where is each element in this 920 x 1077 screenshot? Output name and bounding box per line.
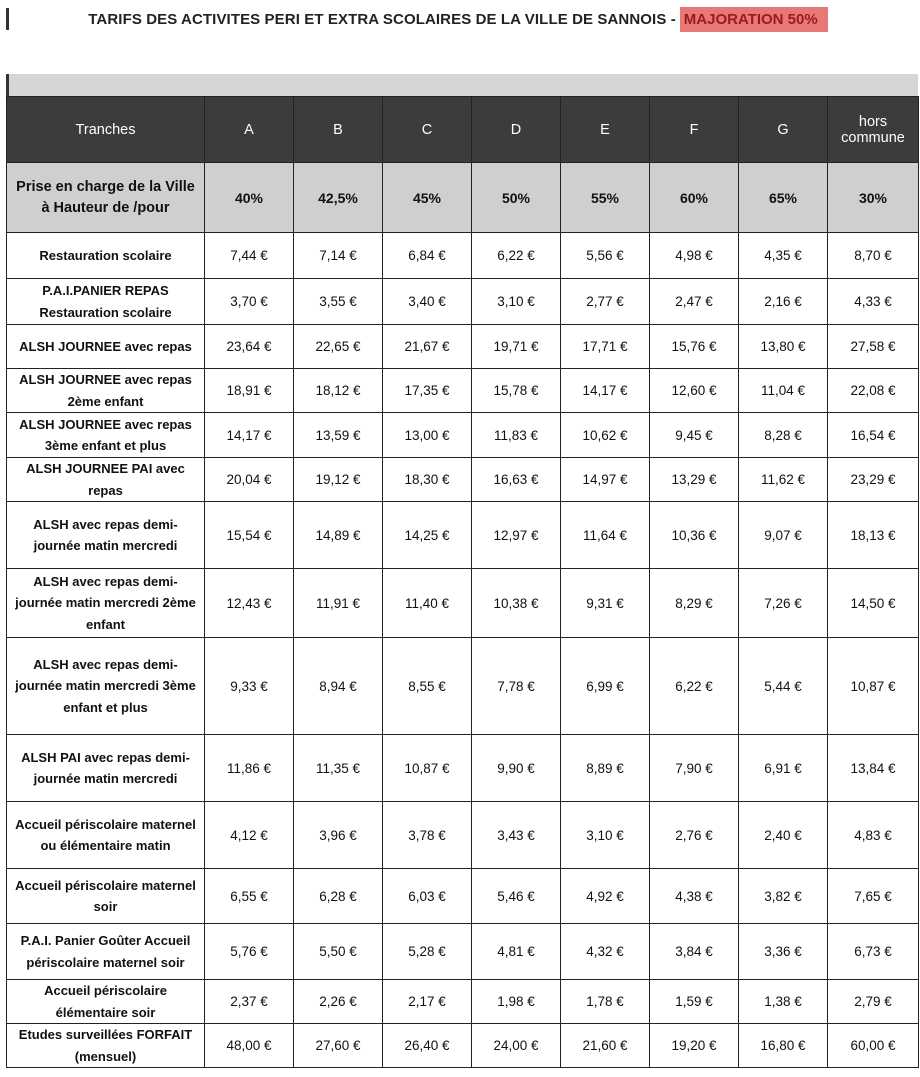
tarif-value-cell: 13,84 € bbox=[828, 735, 919, 802]
tarif-value-cell: 26,40 € bbox=[383, 1024, 472, 1068]
tarif-value-cell: 6,22 € bbox=[472, 233, 561, 279]
tarif-value-cell: 9,31 € bbox=[561, 569, 650, 638]
tarif-value-cell: 7,26 € bbox=[739, 569, 828, 638]
tarif-value-cell: 19,71 € bbox=[472, 325, 561, 369]
tarif-value-cell: 12,60 € bbox=[650, 369, 739, 413]
tarif-value-cell: 2,79 € bbox=[828, 980, 919, 1024]
prise-value-cell: 30% bbox=[828, 163, 919, 233]
tarif-value-cell: 9,90 € bbox=[472, 735, 561, 802]
tarif-value-cell: 11,86 € bbox=[205, 735, 294, 802]
tarif-value-cell: 7,44 € bbox=[205, 233, 294, 279]
tarif-value-cell: 3,10 € bbox=[561, 802, 650, 869]
tarif-label-cell: Accueil périscolaire maternel soir bbox=[7, 869, 205, 924]
tarif-value-cell: 14,89 € bbox=[294, 502, 383, 569]
tarif-label-cell: Accueil périscolaire maternel ou élémentaire matin bbox=[7, 802, 205, 869]
tarif-row bbox=[7, 980, 919, 1024]
tarif-row bbox=[7, 924, 919, 980]
tarif-value-cell: 2,76 € bbox=[650, 802, 739, 869]
tarif-value-cell: 21,60 € bbox=[561, 1024, 650, 1068]
tarif-value-cell: 6,84 € bbox=[383, 233, 472, 279]
tarif-value-cell: 3,43 € bbox=[472, 802, 561, 869]
tarif-value-cell: 6,55 € bbox=[205, 869, 294, 924]
tarif-row bbox=[7, 233, 919, 279]
header-col-g: G bbox=[739, 97, 828, 163]
tarif-value-cell: 9,07 € bbox=[739, 502, 828, 569]
tarif-value-cell: 6,03 € bbox=[383, 869, 472, 924]
tarif-value-cell: 1,38 € bbox=[739, 980, 828, 1024]
tarif-row bbox=[7, 325, 919, 369]
tarif-value-cell: 10,87 € bbox=[383, 735, 472, 802]
tarif-value-cell: 10,62 € bbox=[561, 413, 650, 458]
tarif-value-cell: 13,00 € bbox=[383, 413, 472, 458]
tarif-value-cell: 14,97 € bbox=[561, 458, 650, 502]
prise-value-cell: 42,5% bbox=[294, 163, 383, 233]
tarif-value-cell: 5,56 € bbox=[561, 233, 650, 279]
tarif-label-cell: ALSH JOURNEE avec repas bbox=[7, 325, 205, 369]
tarif-label-cell: Restauration scolaire bbox=[7, 233, 205, 279]
tarif-value-cell: 14,17 € bbox=[205, 413, 294, 458]
header-row bbox=[7, 97, 919, 163]
tarif-value-cell: 2,37 € bbox=[205, 980, 294, 1024]
tarif-value-cell: 9,33 € bbox=[205, 638, 294, 735]
tarif-value-cell: 14,50 € bbox=[828, 569, 919, 638]
tarif-value-cell: 4,92 € bbox=[561, 869, 650, 924]
tarif-value-cell: 16,63 € bbox=[472, 458, 561, 502]
tarif-value-cell: 13,59 € bbox=[294, 413, 383, 458]
prise-value-cell: 45% bbox=[383, 163, 472, 233]
tarif-value-cell: 2,26 € bbox=[294, 980, 383, 1024]
tarif-value-cell: 23,64 € bbox=[205, 325, 294, 369]
header-col-e: E bbox=[561, 97, 650, 163]
tarifs-table bbox=[6, 96, 919, 1068]
tarif-value-cell: 27,60 € bbox=[294, 1024, 383, 1068]
header-col-f: F bbox=[650, 97, 739, 163]
tarif-row bbox=[7, 869, 919, 924]
tarif-value-cell: 48,00 € bbox=[205, 1024, 294, 1068]
tarif-value-cell: 7,65 € bbox=[828, 869, 919, 924]
tarif-value-cell: 6,73 € bbox=[828, 924, 919, 980]
tarif-value-cell: 2,47 € bbox=[650, 279, 739, 325]
tarif-value-cell: 6,99 € bbox=[561, 638, 650, 735]
header-col-d: D bbox=[472, 97, 561, 163]
tarif-value-cell: 5,46 € bbox=[472, 869, 561, 924]
tarif-row bbox=[7, 502, 919, 569]
tarif-label-cell: ALSH avec repas demi-journée matin mercredi bbox=[7, 502, 205, 569]
tarif-row bbox=[7, 802, 919, 869]
tarif-value-cell: 2,17 € bbox=[383, 980, 472, 1024]
tarif-value-cell: 5,50 € bbox=[294, 924, 383, 980]
tarif-value-cell: 19,12 € bbox=[294, 458, 383, 502]
tarif-value-cell: 11,91 € bbox=[294, 569, 383, 638]
header-col-c: C bbox=[383, 97, 472, 163]
tarif-value-cell: 8,29 € bbox=[650, 569, 739, 638]
tarif-value-cell: 8,70 € bbox=[828, 233, 919, 279]
tarif-label-cell: ALSH JOURNEE PAI avec repas bbox=[7, 458, 205, 502]
tarif-value-cell: 12,97 € bbox=[472, 502, 561, 569]
tarif-value-cell: 14,17 € bbox=[561, 369, 650, 413]
tarif-value-cell: 3,84 € bbox=[650, 924, 739, 980]
tarif-label-cell: ALSH avec repas demi-journée matin mercredi 2ème enfant bbox=[7, 569, 205, 638]
tarif-value-cell: 12,43 € bbox=[205, 569, 294, 638]
tarif-value-cell: 11,04 € bbox=[739, 369, 828, 413]
tarif-value-cell: 10,36 € bbox=[650, 502, 739, 569]
tarif-row bbox=[7, 458, 919, 502]
prise-label-cell: Prise en charge de la Ville à Hauteur de /pour bbox=[7, 163, 205, 233]
tarif-value-cell: 13,29 € bbox=[650, 458, 739, 502]
tarif-value-cell: 5,28 € bbox=[383, 924, 472, 980]
tarif-row bbox=[7, 1024, 919, 1068]
tarif-value-cell: 20,04 € bbox=[205, 458, 294, 502]
tarif-value-cell: 3,82 € bbox=[739, 869, 828, 924]
tarif-value-cell: 1,98 € bbox=[472, 980, 561, 1024]
header-label-cell: Tranches bbox=[7, 97, 205, 163]
tarif-value-cell: 15,78 € bbox=[472, 369, 561, 413]
tarif-label-cell: ALSH avec repas demi-journée matin mercredi 3ème enfant et plus bbox=[7, 638, 205, 735]
title-highlight: MAJORATION 50% bbox=[680, 7, 828, 32]
tarif-value-cell: 21,67 € bbox=[383, 325, 472, 369]
tarif-value-cell: 17,71 € bbox=[561, 325, 650, 369]
tarif-value-cell: 16,54 € bbox=[828, 413, 919, 458]
tarif-value-cell: 3,78 € bbox=[383, 802, 472, 869]
tarif-value-cell: 18,91 € bbox=[205, 369, 294, 413]
tarif-value-cell: 11,64 € bbox=[561, 502, 650, 569]
tarif-value-cell: 4,35 € bbox=[739, 233, 828, 279]
tarif-value-cell: 7,14 € bbox=[294, 233, 383, 279]
tarif-value-cell: 6,22 € bbox=[650, 638, 739, 735]
tarif-value-cell: 17,35 € bbox=[383, 369, 472, 413]
tarif-value-cell: 1,78 € bbox=[561, 980, 650, 1024]
tarif-row bbox=[7, 279, 919, 325]
tarif-value-cell: 15,54 € bbox=[205, 502, 294, 569]
tarif-value-cell: 16,80 € bbox=[739, 1024, 828, 1068]
tarif-value-cell: 18,30 € bbox=[383, 458, 472, 502]
tarif-label-cell: Etudes surveillées FORFAIT (mensuel) bbox=[7, 1024, 205, 1068]
tarif-value-cell: 7,78 € bbox=[472, 638, 561, 735]
tarif-label-cell: P.A.I. Panier Goûter Accueil périscolaire maternel soir bbox=[7, 924, 205, 980]
tarif-row bbox=[7, 413, 919, 458]
tarif-value-cell: 9,45 € bbox=[650, 413, 739, 458]
tarif-value-cell: 18,13 € bbox=[828, 502, 919, 569]
tarif-value-cell: 18,12 € bbox=[294, 369, 383, 413]
tarif-value-cell: 3,40 € bbox=[383, 279, 472, 325]
tarif-row bbox=[7, 569, 919, 638]
tarif-value-cell: 24,00 € bbox=[472, 1024, 561, 1068]
tarif-value-cell: 10,87 € bbox=[828, 638, 919, 735]
tarif-value-cell: 10,38 € bbox=[472, 569, 561, 638]
tarif-value-cell: 3,55 € bbox=[294, 279, 383, 325]
document-title bbox=[6, 6, 910, 32]
tarif-value-cell: 11,35 € bbox=[294, 735, 383, 802]
tarif-value-cell: 3,10 € bbox=[472, 279, 561, 325]
tarif-value-cell: 7,90 € bbox=[650, 735, 739, 802]
tarif-value-cell: 4,83 € bbox=[828, 802, 919, 869]
tarif-value-cell: 2,40 € bbox=[739, 802, 828, 869]
tarif-value-cell: 4,12 € bbox=[205, 802, 294, 869]
tarif-label-cell: ALSH JOURNEE avec repas 2ème enfant bbox=[7, 369, 205, 413]
prise-value-cell: 55% bbox=[561, 163, 650, 233]
tarif-value-cell: 8,55 € bbox=[383, 638, 472, 735]
tarif-value-cell: 5,76 € bbox=[205, 924, 294, 980]
tarif-value-cell: 3,36 € bbox=[739, 924, 828, 980]
tarif-value-cell: 8,89 € bbox=[561, 735, 650, 802]
tarif-value-cell: 19,20 € bbox=[650, 1024, 739, 1068]
tarif-value-cell: 4,32 € bbox=[561, 924, 650, 980]
tarif-row bbox=[7, 638, 919, 735]
tarif-value-cell: 60,00 € bbox=[828, 1024, 919, 1068]
prise-en-charge-row bbox=[7, 163, 919, 233]
tarif-row bbox=[7, 369, 919, 413]
tarif-value-cell: 23,29 € bbox=[828, 458, 919, 502]
tarif-value-cell: 2,77 € bbox=[561, 279, 650, 325]
tarif-value-cell: 4,38 € bbox=[650, 869, 739, 924]
tarif-value-cell: 3,70 € bbox=[205, 279, 294, 325]
tarif-label-cell: P.A.I.PANIER REPAS Restauration scolaire bbox=[7, 279, 205, 325]
prise-value-cell: 40% bbox=[205, 163, 294, 233]
prise-value-cell: 60% bbox=[650, 163, 739, 233]
tarif-value-cell: 4,98 € bbox=[650, 233, 739, 279]
tarif-value-cell: 8,94 € bbox=[294, 638, 383, 735]
tarif-value-cell: 22,65 € bbox=[294, 325, 383, 369]
tarif-value-cell: 6,28 € bbox=[294, 869, 383, 924]
prise-value-cell: 65% bbox=[739, 163, 828, 233]
title-text: TARIFS DES ACTIVITES PERI ET EXTRA SCOLAIRES DE LA VILLE DE SANNOIS - bbox=[88, 10, 676, 28]
title-left-rule bbox=[6, 8, 9, 30]
tarif-label-cell: ALSH JOURNEE avec repas 3ème enfant et plus bbox=[7, 413, 205, 458]
tarif-value-cell: 27,58 € bbox=[828, 325, 919, 369]
tarif-value-cell: 11,62 € bbox=[739, 458, 828, 502]
table-top-band bbox=[6, 74, 918, 96]
tarif-value-cell: 11,83 € bbox=[472, 413, 561, 458]
tarif-value-cell: 11,40 € bbox=[383, 569, 472, 638]
tarif-value-cell: 8,28 € bbox=[739, 413, 828, 458]
tarif-value-cell: 13,80 € bbox=[739, 325, 828, 369]
prise-value-cell: 50% bbox=[472, 163, 561, 233]
tarif-value-cell: 5,44 € bbox=[739, 638, 828, 735]
tarif-value-cell: 4,81 € bbox=[472, 924, 561, 980]
tarif-value-cell: 3,96 € bbox=[294, 802, 383, 869]
header-col-hors-commune: hors commune bbox=[828, 97, 919, 163]
tarif-value-cell: 14,25 € bbox=[383, 502, 472, 569]
tarif-label-cell: ALSH PAI avec repas demi-journée matin mercredi bbox=[7, 735, 205, 802]
header-col-b: B bbox=[294, 97, 383, 163]
tarif-value-cell: 2,16 € bbox=[739, 279, 828, 325]
header-col-a: A bbox=[205, 97, 294, 163]
tarif-row bbox=[7, 735, 919, 802]
tarif-value-cell: 4,33 € bbox=[828, 279, 919, 325]
tarif-value-cell: 1,59 € bbox=[650, 980, 739, 1024]
tarif-value-cell: 6,91 € bbox=[739, 735, 828, 802]
tarif-value-cell: 22,08 € bbox=[828, 369, 919, 413]
tarif-label-cell: Accueil périscolaire élémentaire soir bbox=[7, 980, 205, 1024]
tarif-value-cell: 15,76 € bbox=[650, 325, 739, 369]
